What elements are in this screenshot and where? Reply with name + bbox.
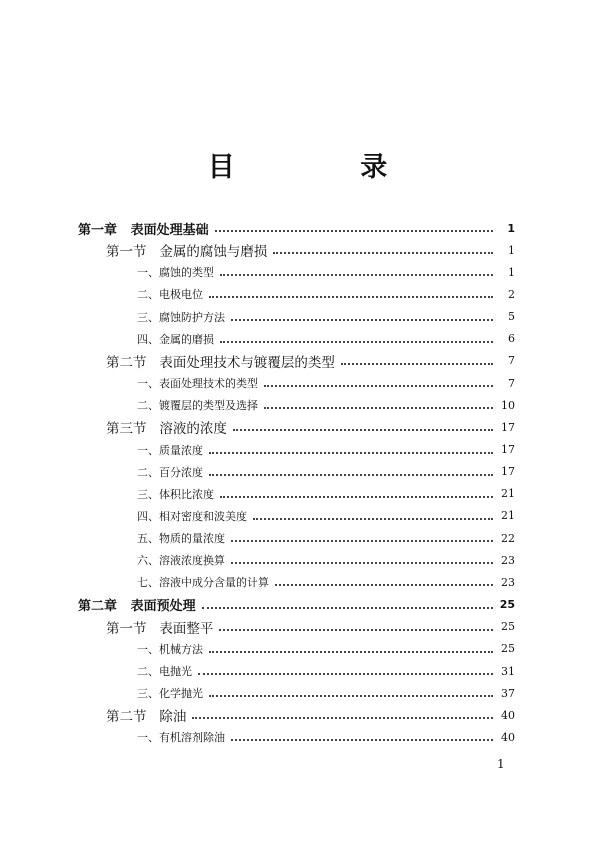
toc-entry-label: 一、质量浓度 — [137, 443, 203, 457]
toc-entry-page: 25 — [501, 620, 515, 634]
page-number: 1 — [497, 757, 505, 771]
toc-subsection — [137, 440, 515, 460]
toc-subsection — [137, 683, 515, 703]
toc-entry-page: 23 — [501, 575, 515, 589]
toc-entry-page: 5 — [508, 310, 515, 324]
dot-leader — [215, 230, 493, 232]
toc-entry-page: 23 — [501, 553, 515, 567]
dot-leader — [198, 673, 493, 675]
toc-subsection — [137, 307, 515, 327]
toc-entry-label: 第一节 表面整平 — [106, 620, 214, 637]
toc-section — [106, 240, 515, 260]
toc-entry-label: 二、镀覆层的类型及选择 — [137, 399, 258, 413]
toc-entry-page: 21 — [501, 487, 515, 501]
toc-section — [106, 617, 515, 637]
toc-subsection — [137, 462, 515, 482]
toc-subsection — [137, 373, 515, 393]
toc-subsection — [137, 661, 515, 681]
dot-leader — [231, 540, 493, 542]
toc-entry-label: 第二节 除油 — [106, 709, 187, 726]
toc-entry-page: 7 — [508, 376, 515, 390]
toc-entry-page: 37 — [501, 686, 515, 700]
toc-entry-page: 7 — [508, 354, 515, 368]
toc-subsection — [137, 727, 515, 747]
dot-leader — [264, 407, 493, 409]
toc-entry-page: 17 — [501, 443, 515, 456]
toc-chapter — [78, 218, 515, 238]
dot-leader — [220, 274, 493, 276]
toc-entry-page: 1 — [508, 265, 515, 279]
toc-entry-page: 10 — [501, 398, 515, 412]
toc-entry-page: 25 — [501, 642, 515, 656]
toc-entry-page: 17 — [501, 465, 515, 479]
dot-leader — [209, 452, 493, 454]
toc-entry-label: 第一节 金属的腐蚀与磨损 — [106, 244, 268, 261]
toc-entry-page: 17 — [501, 420, 515, 434]
toc-entry-label: 二、电极电位 — [137, 288, 203, 302]
dot-leader — [209, 695, 493, 697]
dot-leader — [273, 252, 493, 254]
dot-leader — [220, 341, 493, 343]
dot-leader — [231, 739, 493, 741]
dot-leader — [264, 385, 493, 387]
dot-leader — [220, 496, 493, 498]
toc-entry-label: 第二章 表面预处理 — [78, 599, 196, 615]
toc-subsection — [137, 506, 515, 526]
dot-leader — [253, 518, 493, 520]
toc-entry-page: 1 — [507, 221, 515, 235]
toc-entry-page: 22 — [501, 531, 515, 545]
toc-entry-label: 一、机械方法 — [137, 642, 203, 656]
toc-entry-label: 六、溶液浓度换算 — [137, 554, 225, 568]
toc-subsection — [137, 284, 515, 304]
toc-entry-label: 二、电抛光 — [137, 665, 192, 678]
toc-entry-label: 四、金属的磨损 — [137, 332, 214, 346]
dot-leader — [209, 474, 493, 476]
toc-entry-label: 一、腐蚀的类型 — [137, 266, 214, 280]
toc-subsection — [137, 550, 515, 570]
dot-leader — [275, 584, 493, 586]
toc-entry-page: 1 — [508, 243, 515, 257]
toc-section — [106, 351, 515, 371]
toc-entry-label: 第一章 表面处理基础 — [78, 222, 209, 238]
toc-entry-page: 6 — [508, 332, 515, 346]
toc-section — [106, 705, 515, 725]
toc-subsection — [137, 639, 515, 659]
toc-entry-label: 第二节 表面处理技术与镀覆层的类型 — [106, 354, 335, 371]
dot-leader — [231, 562, 493, 564]
toc-entry-page: 40 — [501, 708, 515, 722]
toc-entry-page: 2 — [508, 287, 515, 301]
toc-entry-page: 25 — [499, 598, 515, 612]
toc-subsection — [137, 329, 515, 349]
dot-leader — [219, 629, 493, 631]
toc-entry-label: 七、溶液中成分含量的计算 — [137, 576, 269, 590]
toc-entry-label: 三、腐蚀防护方法 — [137, 310, 225, 324]
toc-subsection — [137, 484, 515, 504]
dot-leader — [233, 429, 493, 431]
toc-chapter — [78, 595, 515, 615]
toc-entry-label: 三、化学抛光 — [137, 687, 203, 701]
dot-leader — [209, 296, 493, 298]
toc-entry-page: 21 — [501, 509, 515, 523]
toc-subsection — [137, 395, 515, 415]
toc-entry-label: 一、表面处理技术的类型 — [137, 377, 258, 391]
toc-entry-page: 40 — [501, 730, 515, 744]
dot-leader — [202, 607, 493, 609]
toc-subsection — [137, 572, 515, 592]
toc-subsection — [137, 262, 515, 282]
toc-entry-label: 四、相对密度和波美度 — [137, 509, 247, 523]
toc-section — [106, 417, 515, 437]
page-title: 目 录 — [207, 152, 446, 183]
dot-leader — [341, 363, 493, 365]
dot-leader — [209, 651, 493, 653]
dot-leader — [192, 717, 493, 719]
toc-entry-label: 三、体积比浓度 — [137, 487, 214, 501]
toc-subsection — [137, 528, 515, 548]
toc-entry-label: 一、有机溶剂除油 — [137, 731, 225, 745]
toc-entry-label: 二、百分浓度 — [137, 465, 203, 479]
dot-leader — [231, 319, 493, 321]
toc-entry-page: 31 — [501, 664, 515, 678]
toc-entry-label: 五、物质的量浓度 — [137, 532, 225, 546]
toc-entry-label: 第三节 溶液的浓度 — [106, 421, 227, 438]
